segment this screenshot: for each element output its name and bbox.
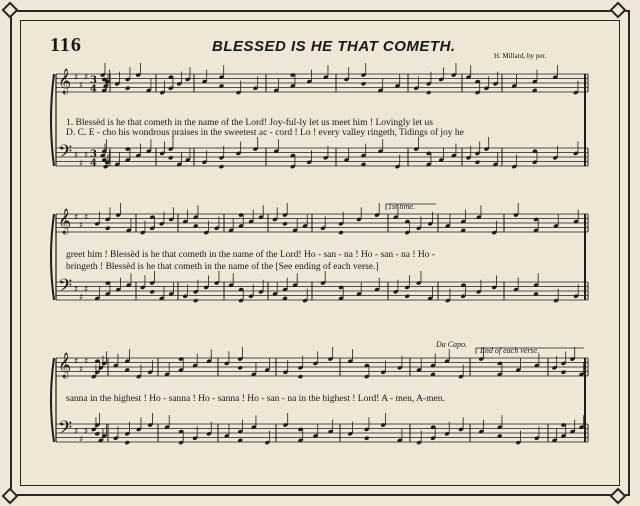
treble-clef: 𝄞 xyxy=(58,353,72,378)
key-signature-treble: ♯ xyxy=(79,81,84,91)
system-brace xyxy=(51,74,54,166)
treble-clef: 𝄞 xyxy=(58,209,72,234)
system-brace xyxy=(51,214,54,300)
key-signature-treble: ♯ xyxy=(74,213,79,223)
key-signature-bass: ♯ xyxy=(74,427,79,437)
da-capo-label: Da Capo. xyxy=(436,340,468,349)
treble-chord-note xyxy=(105,226,111,231)
key-signature-treble: ♯ xyxy=(79,221,84,231)
lyrics-dc-system-1: D. C. E - cho his wondrous praises in the sweetest ac - cord ! Lo ! every valley ringeth, Tidings of joy he xyxy=(66,128,464,138)
bass-chord-note xyxy=(124,440,130,445)
key-signature-bass: ♯ xyxy=(84,285,89,295)
treble-chord-note xyxy=(298,374,304,379)
treble-chord-note xyxy=(282,221,288,226)
time-signature: 4 xyxy=(90,84,97,95)
treble-clef: 𝄞 xyxy=(58,69,72,94)
key-signature-bass: ♯ xyxy=(79,159,84,169)
key-signature-bass: ♯ xyxy=(74,285,79,295)
time-signature: 3 xyxy=(90,149,97,160)
first-time-ending-label: 1st time. xyxy=(388,202,416,211)
key-signature-treble: ♯ xyxy=(74,73,79,83)
time-signature: 3 xyxy=(90,75,97,86)
bass-chord-note xyxy=(168,155,174,160)
treble-chord-note xyxy=(361,81,367,86)
bass-clef: 𝄢 xyxy=(58,418,73,443)
key-signature-treble: ♯ xyxy=(84,73,89,83)
system-brace xyxy=(51,358,54,442)
lyrics-verse-2-system-2: bringeth ! Blessèd is he that cometh in the name of the [See ending of each verse.] xyxy=(66,262,379,272)
bass-chord-note xyxy=(475,160,481,165)
bass-chord-note xyxy=(193,298,199,303)
hymn-title: BLESSED IS HE THAT COMETH. xyxy=(212,38,456,55)
lyrics-verse-1-system-3: sanna in the highest ! Ho - sanna ! Ho - sanna ! Ho - san - na in the highest ! Lord! A - men, A-men. xyxy=(66,394,445,404)
bass-chord-note xyxy=(94,431,100,436)
key-signature-treble: ♯ xyxy=(84,357,89,367)
composer-credit: H. Millard, by per. xyxy=(494,52,547,60)
treble-chord-note xyxy=(237,365,243,370)
key-signature-bass: ♯ xyxy=(79,435,84,445)
lyrics-verse-1-system-1: 1. Blessèd is he that cometh in the name of the Lord! Joy-ful-ly let us meet him ! Lovingly let us xyxy=(66,118,433,128)
bass-chord-note xyxy=(364,436,370,441)
key-signature-bass: ♯ xyxy=(74,151,79,161)
lyrics-verse-1-system-2: greet him ! Blessèd is he that cometh in the name of the Lord! Ho - san - na ! Ho - san - na ! Ho - xyxy=(66,250,436,260)
key-signature-treble: ♯ xyxy=(74,357,79,367)
bass-clef: 𝄢 xyxy=(58,142,73,167)
bass-chord-note xyxy=(219,164,225,169)
treble-chord-note xyxy=(561,370,567,375)
time-signature: 4 xyxy=(90,158,97,169)
bass-clef: 𝄢 xyxy=(58,276,73,301)
bass-chord-note xyxy=(404,294,410,299)
key-signature-treble: ♯ xyxy=(84,213,89,223)
key-signature-treble: ♯ xyxy=(79,365,84,375)
treble-chord-note xyxy=(426,90,432,95)
key-signature-bass: ♯ xyxy=(79,293,84,303)
end-of-verse-label: End of each verse. xyxy=(480,346,540,355)
treble-chord-note xyxy=(338,230,344,235)
key-signature-bass: ♯ xyxy=(84,151,89,161)
page-number: 116 xyxy=(50,34,82,56)
treble-chord-note xyxy=(125,86,131,91)
key-signature-bass: ♯ xyxy=(84,427,89,437)
bass-chord-note xyxy=(149,289,155,294)
